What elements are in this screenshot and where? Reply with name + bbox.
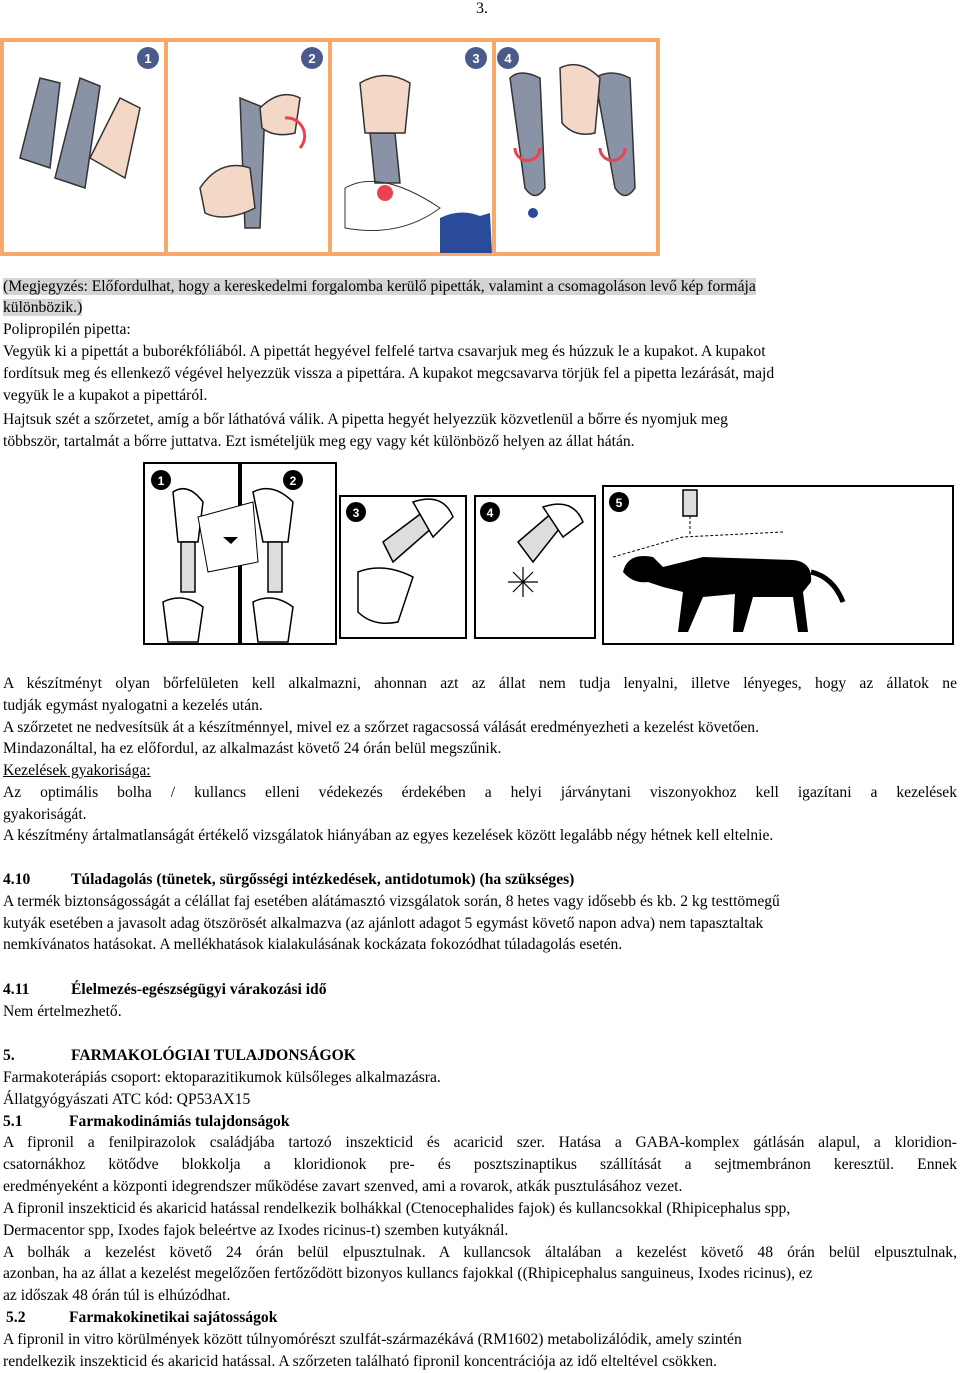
pipette-shape [370, 133, 400, 183]
overdose-text-line: A termék biztonságosságát a célállat faj esetében alátámasztó vizsgálatok során, 8 hetes vagy idősebb és kb. 2 kg testtömegű [3, 893, 780, 910]
packaging-note-line-2: különbözik.) [3, 299, 83, 316]
section-number: 4.10 [3, 871, 31, 888]
application-text-line: A készítményt olyan bőrfelületen kell alkalmazni, ahonnan azt az állat nem tudja lenyalni, illetve lényeges, hogy az állatok ne [3, 675, 957, 692]
pharmacodynamics-text-line: A fipronil a fenilpirazolok családjába tartozó inszekticid és acaricid szer. Hatása a GABA-komplex gátlásán alapul, a kloridion- [3, 1134, 957, 1151]
hand-shape [360, 76, 410, 134]
section-number: 5. [3, 1047, 15, 1064]
pharmacokinetics-text-line: rendelkezik inszekticid és akaricid hatással. A szőrzeten található fipronil koncentrációja az idő elteltével csökken. [3, 1353, 717, 1370]
section-5-2-heading [6, 1307, 277, 1329]
section-title: Túladagolás (tünetek, sürgősségi intézkedések, antidotumok) (ha szükséges) [71, 871, 575, 888]
pharmacodynamics-text-line: az időszak 48 órán túl is elhúzódhat. [3, 1287, 231, 1304]
pipette-usage-illustration [0, 38, 660, 256]
pipette-text-line: többször, tartalmát a bőrre juttatva. Ezt ismételjük meg egy vagy két különböző helyen az állat hátán. [3, 433, 635, 450]
pharmacodynamics-text-line: Dermacentor spp, Ixodes fajok beleértve az Ixodes ricinus-t) szemben kutyáknál. [3, 1222, 509, 1239]
frequency-text-line: Az optimális bolha / kullancs elleni védekezés érdekében a helyi járványtani viszonyokhoz kell igazítani a kezelések [3, 784, 957, 801]
dog-icon [440, 212, 492, 253]
step-1-badge [137, 47, 159, 69]
step-2-badge [283, 470, 303, 490]
section-number: 5.2 [6, 1309, 26, 1326]
pipette-text-line: Hajtsuk szét a szőrzetet, amíg a bőr láthatóvá válik. A pipetta hegyét helyezzük közvetlenül a bőrre és nyomjuk meg [3, 411, 728, 428]
section-5-1-heading [3, 1111, 290, 1133]
application-text-line: tudják egymást nyalogatni a kezelés után. [3, 697, 263, 714]
svg-text:4: 4 [486, 506, 494, 520]
svg-text:2: 2 [308, 51, 316, 66]
hand-shape [163, 598, 203, 642]
svg-text:1: 1 [157, 474, 165, 488]
withdrawal-text: Nem értelmezhető. [3, 1003, 122, 1020]
pipette-shape [683, 490, 697, 516]
step-3-badge [465, 47, 487, 69]
svg-text:1: 1 [144, 51, 152, 66]
svg-text:5: 5 [615, 496, 623, 510]
step-4-badge [480, 502, 500, 522]
section-title: Farmakokinetikai sajátosságok [69, 1309, 278, 1326]
pharmacokinetics-text-line: A fipronil in vitro körülmények között túlnyomórészt szulfát-származékává (RM1602) metabolizálódik, amely szintén [3, 1331, 742, 1348]
step-3-badge [346, 502, 366, 522]
atc-code-line: Állatgyógyászati ATC kód: QP53AX15 [3, 1091, 251, 1108]
pipette-shape [181, 542, 195, 592]
step-4-badge [497, 47, 519, 69]
section-5-heading [3, 1045, 356, 1067]
pharmacodynamics-text-line: eredményeként a központi idegrendszer működése zavart szenved, ami a rovarok, atkák pusztulásához vezet. [3, 1178, 683, 1195]
section-4-10-heading [3, 869, 574, 891]
pharmacodynamics-text-line: azonban, ha az állat a kezelést megelőzően fertőződött bizonyos kullancs fajokkal ((Rhipicephalus sanguineus, Ixodes ricinus), ez [3, 1265, 813, 1282]
application-text-line: Mindazonáltal, ha ez előfordul, az alkalmazást követő 24 órán belül megszűnik. [3, 740, 502, 757]
svg-text:2: 2 [289, 474, 297, 488]
pharmacological-text-line: Farmakoterápiás csoport: ektoparazitikumok külsőleges alkalmazásra. [3, 1069, 441, 1086]
packaging-note-line-1: (Megjegyzés: Előfordulhat, hogy a kereskedelmi forgalomba kerülő pipetták, valamint a csomagoláson levő kép formája [3, 278, 756, 295]
step-2-badge [301, 47, 323, 69]
overdose-text-line: kutyák esetében a javasolt adag ötszörösét alkalmazva (az ajánlott adagot 5 egymást követő napon adva) nem tapasztaltak [3, 915, 764, 932]
section-number: 5.1 [3, 1113, 23, 1130]
pharmacodynamics-text-line: A bolhák a kezelést követő 24 órán belül elpusztulnak. A kullancsok általában a kezelést követő 48 órán belül elpusztulnak, [3, 1244, 957, 1261]
section-4-11-heading [3, 979, 327, 1001]
application-steps-illustration [143, 462, 955, 646]
svg-text:3: 3 [472, 51, 480, 66]
section-number: 4.11 [3, 981, 30, 998]
frequency-text-line: A készítmény ártalmatlanságát értékelő vizsgálatok hiányában az egyes kezelések között legalább négy hétnek kell eltelnie. [3, 827, 774, 844]
overdose-text-line: nemkívánatos hatásokat. A mellékhatások kialakulásának kockázata fokozódhat túladagolás esetén. [3, 936, 623, 953]
application-text-line: A szőrzetet ne nedvesítsük át a készítménnyel, mivel ez a szőrzet ragacsossá válását eredményezheti a kezelést követően. [3, 719, 759, 736]
section-title: FARMAKOLÓGIAI TULAJDONSÁGOK [71, 1047, 356, 1064]
pipette-text-line: fordítsuk meg és ellenkező végével helyezzük vissza a pipettára. A kupakot megcsavarva törjük fel a pipetta lezárását, majd [3, 365, 775, 382]
frequency-text-line: gyakoriságát. [3, 806, 87, 823]
svg-text:4: 4 [504, 51, 512, 66]
pipette-text-line: vegyük le a kupakot a pipettáról. [3, 387, 208, 404]
pipette-shape [268, 542, 282, 592]
pipette-text-line: Vegyük ki a pipettát a buborékfóliából. A pipettát hegyével felfelé tartva csavarjuk meg és húzzuk le a kupakot. A kupakot [3, 343, 766, 360]
pipette-title: Polipropilén pipetta: [3, 321, 131, 338]
hand-shape [560, 65, 600, 135]
treatment-frequency-heading: Kezelések gyakorisága: [3, 762, 151, 779]
svg-text:3: 3 [352, 506, 360, 520]
step-5-badge [609, 492, 629, 512]
hand-shape [173, 489, 203, 542]
step-1-badge [151, 470, 171, 490]
page-number: 3. [476, 0, 488, 17]
pharmacodynamics-text-line: csatornákhoz kötődve blokkolja a kloridionok pre- és posztszinaptikus szállítását a sejtmembránon keresztül. Ennek [3, 1156, 957, 1173]
pharmacodynamics-text-line: A fipronil inszekticid és akaricid hatással rendelkezik bolhákkal (Ctenocephalides fajok) és kullancsokkal (Rhipicephalus spp, [3, 1200, 791, 1217]
section-title: Élelmezés-egészségügyi várakozási idő [71, 981, 327, 998]
hand-shape [253, 598, 293, 642]
section-title: Farmakodinámiás tulajdonságok [69, 1113, 290, 1130]
